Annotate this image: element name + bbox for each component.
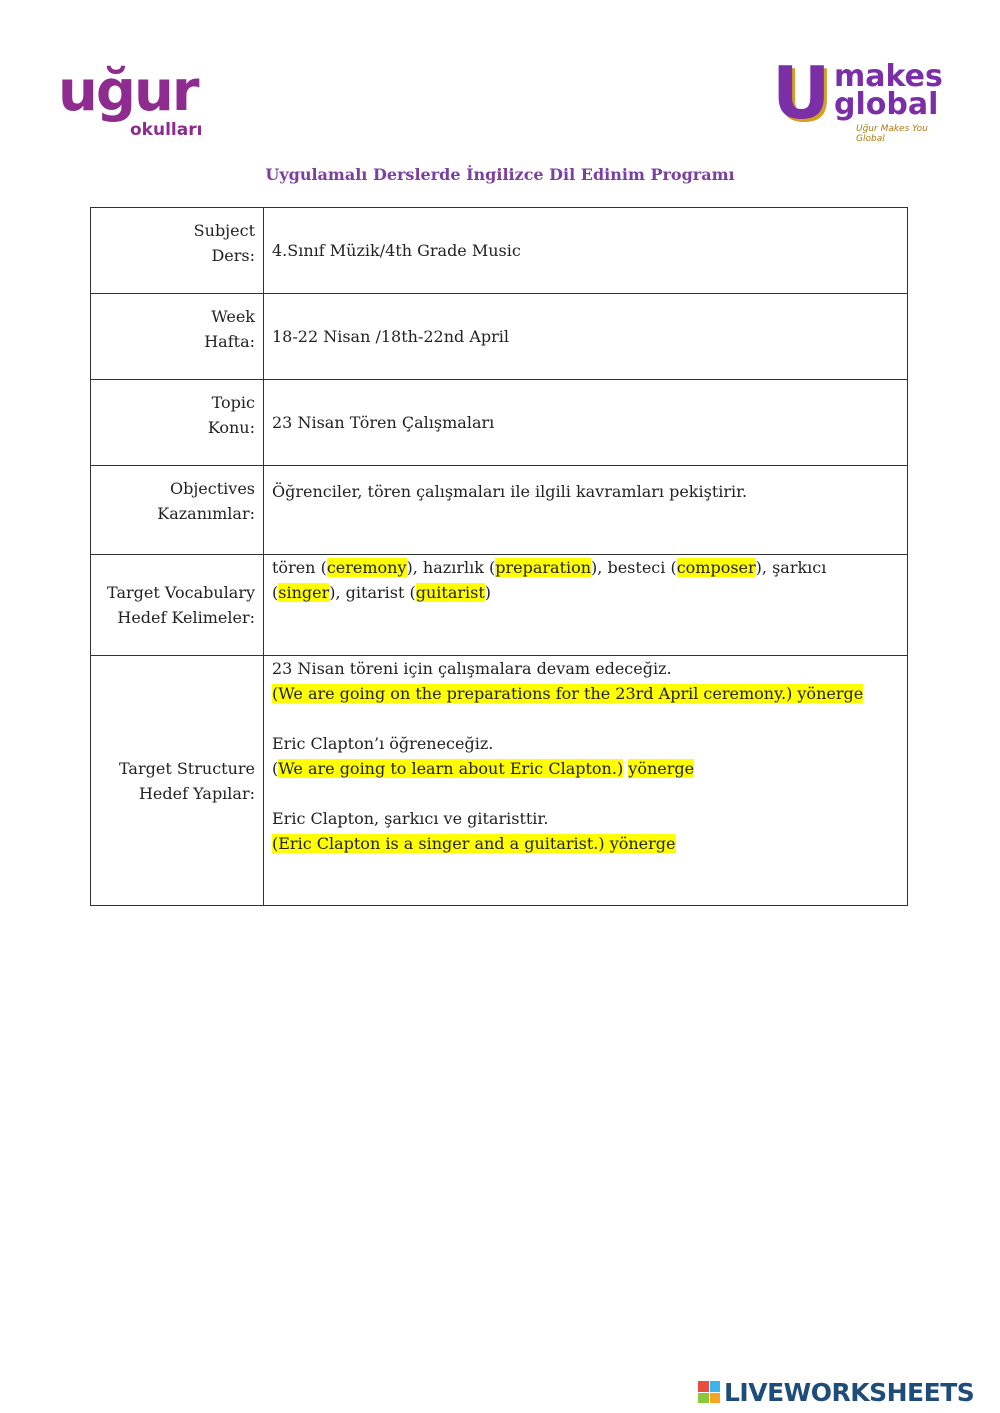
lesson-plan-table — [90, 207, 908, 906]
vocab-word-input[interactable]: guitarist — [415, 583, 485, 602]
structure-value — [264, 656, 908, 906]
subject-value: 4.Sınıf Müzik/4th Grade Music — [264, 208, 908, 294]
label-tr: Hafta: — [204, 332, 255, 351]
label-tr: Hedef Yapılar: — [138, 783, 255, 803]
u-makes-global-logo — [772, 51, 947, 144]
row-label — [91, 555, 264, 656]
row-label — [91, 294, 264, 380]
vocab-text: ), besteci ( — [591, 558, 677, 577]
document-title: Uygulamalı Derslerde İngilizce Dil Edinim Programı — [265, 165, 735, 184]
structure-tag-input[interactable]: yönerge — [628, 759, 695, 778]
vocab-text: ), hazırlık ( — [406, 558, 496, 577]
table-row-structure — [91, 656, 908, 906]
structure-sentence-tr: 23 Nisan töreni için çalışmalara devam edeceğiz. — [272, 659, 672, 678]
row-label — [91, 466, 264, 555]
vocab-word-input[interactable]: ceremony — [326, 558, 407, 577]
label-tr: Konu: — [207, 418, 255, 437]
label-en: Objectives — [169, 479, 255, 498]
vocab-text: ), şarkıcı ( — [272, 558, 827, 602]
vocab-text: ), gitarist ( — [329, 583, 416, 602]
logo-global-text: global — [834, 87, 939, 122]
vocab-word-input[interactable]: singer — [278, 583, 330, 602]
table-row-objectives — [91, 466, 908, 555]
structure-sentence-tr: Eric Clapton’ı öğreneceğiz. — [272, 734, 494, 753]
label-tr: Kazanımlar: — [157, 504, 255, 523]
label-en: Subject — [193, 221, 255, 240]
logo-sub-text: okulları — [130, 120, 203, 140]
label-tr: Hedef Kelimeler: — [117, 608, 255, 627]
objectives-value: Öğrenciler, tören çalışmaları ile ilgili kavramları pekiştirir. — [264, 466, 908, 555]
vocab-word-input[interactable]: preparation — [495, 558, 592, 577]
table-row-subject — [91, 208, 908, 294]
logo-tagline: Uğur Makes You Global — [856, 124, 928, 144]
logo-main-text: uğur — [58, 59, 198, 124]
structure-sentence-en-input[interactable]: (We are going on the preparations for the 23rd April ceremony.) yönerge — [272, 684, 864, 703]
liveworksheets-brand: LIVEWORKSHEETS — [724, 1378, 975, 1407]
label-en: Target Structure — [119, 758, 255, 778]
row-label — [91, 656, 264, 906]
logo-makes-text: makes — [834, 59, 943, 94]
vocab-text: ) — [484, 583, 492, 602]
structure-sentence-en-input[interactable]: We are going to learn about Eric Clapton.) — [278, 759, 624, 778]
liveworksheets-icon — [698, 1381, 720, 1403]
vocabulary-value — [264, 555, 908, 656]
vocab-text: tören ( — [272, 558, 327, 577]
table-row-week — [91, 294, 908, 380]
table-row-topic — [91, 380, 908, 466]
logo-u-letter: U — [772, 51, 831, 135]
label-tr: Ders: — [211, 246, 255, 265]
topic-value: 23 Nisan Tören Çalışmaları — [264, 380, 908, 466]
structure-sentence-tr: Eric Clapton, şarkıcı ve gitaristtir. — [272, 809, 549, 828]
ugur-okullari-logo — [58, 60, 218, 140]
structure-sentence-en-input[interactable]: (Eric Clapton is a singer and a guitarist.) yönerge — [272, 834, 676, 853]
row-label — [91, 380, 264, 466]
week-value: 18-22 Nisan /18th-22nd April — [264, 294, 908, 380]
liveworksheets-footer — [698, 1378, 998, 1408]
structure-paren: ( — [272, 759, 279, 778]
vocab-word-input[interactable]: composer — [676, 558, 756, 577]
label-en: Week — [211, 307, 255, 326]
label-en: Topic — [211, 393, 255, 412]
row-label — [91, 208, 264, 294]
label-en: Target Vocabulary — [107, 583, 255, 602]
table-row-vocabulary — [91, 555, 908, 656]
